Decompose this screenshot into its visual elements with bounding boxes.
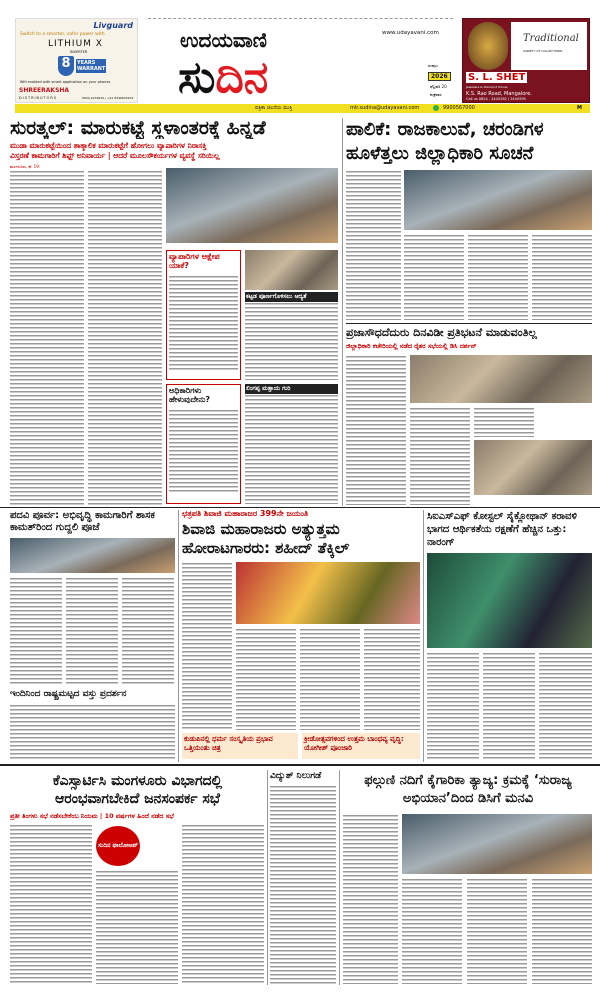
ad-product-sub: INVERTER: [70, 50, 88, 54]
body-text: [182, 562, 232, 730]
body-text: [532, 878, 592, 984]
subheadline: ಇಂದಿನಿಂದ ರಾಷ್ಟ್ರಮಟ್ಟದ ವಸ್ತು ಪ್ರದರ್ಶನ: [10, 690, 127, 699]
headline: ಪ್ರಜಾಸೌಧದೆದುರು ದಿನವಿಡೀ ಪ್ರತಿಭಟನೆ ಮಾಡುವಂತಿಲ್ಲ: [346, 327, 537, 339]
headline: ಶಿವಾಜಿ ಮಹಾರಾಜರು ಅತ್ಯುತ್ತಮ ಹೋರಾಟಗಾರರು: ಶಹೀದ್ ತೆಕ್ಕಿಲ್: [182, 520, 350, 557]
masthead-strip: [15, 104, 590, 113]
body-text: [539, 652, 592, 760]
body-text: [346, 355, 406, 505]
body-text: [346, 170, 401, 320]
ad-subtitle: VARIETY OF COLLECTIONS: [523, 49, 563, 53]
headline: ಸಿಐಎಸ್‌ಎಫ್ ಕೋಸ್ಟಲ್ ಸೈಕ್ಲೋಥಾನ್ ಕರಾವಳಿ ಭಾಗದ ಆರ್ಥಿಕತೆಯ ರಕ್ಷಣೆಗೆ ಹೆಚ್ಚಿನ ಒತ್ತು: ನಾರಂಗ್: [427, 511, 577, 548]
meeting-photo: [404, 170, 592, 230]
ad-brand: Livguard: [93, 21, 133, 30]
dealer-name: SHREERAKSHA: [19, 87, 70, 94]
body-text: [343, 814, 398, 984]
body-text: [96, 870, 178, 984]
event-photo: [236, 562, 420, 624]
logo-black: ಸು: [178, 52, 216, 103]
body-text: [410, 407, 470, 505]
logo-red: ದಿನ: [215, 52, 269, 103]
ad-sl-shet[interactable]: [462, 18, 590, 103]
teaser-link[interactable]: [302, 733, 420, 759]
column-rule: [267, 770, 268, 985]
body-text: [532, 234, 592, 320]
body-text: [270, 785, 336, 985]
headline: ಫಲ್ಗುಣಿ ನದಿಗೆ ಕೈಗಾರಿಕಾ ತ್ಯಾಜ್ಯ: ಕ್ರಮಕ್ಕೆ ‘ಸುರಾಜ್ಯ ಅಭಿಯಾನ’ದಿಂದ ಡಿಸಿಗೆ ಮನವಿ: [364, 773, 572, 806]
body-text: [66, 577, 118, 685]
dateline: ಮಂಗಳೂರು, ಫೆ. 19:: [10, 164, 41, 169]
logo-big: [178, 52, 269, 103]
website[interactable]: www.udayavani.com: [382, 30, 439, 36]
body-text: [10, 704, 175, 760]
badge-text: ಸುದಿನ ಫಾಲೋಅಪ್: [98, 842, 138, 849]
subhead-part: ಆದರೆ ಮೂಲಸೌಕರ್ಯಗಳ ವ್ಯವಸ್ಥೆ ಸರಿಯಿಲ್ಲ: [113, 151, 220, 160]
jewellery-photo: [468, 22, 508, 70]
body-text: [10, 577, 62, 685]
divider: [0, 764, 600, 766]
body-text: [427, 652, 479, 760]
side-heading: ಕಟ್ಟಡ ಪೂರ್ಣಗೊಳಿಸಲು ಆದ್ಯತೆ: [245, 292, 338, 302]
body-text: [404, 234, 464, 320]
ad-tagline: Switch to a smarter, safer power with: [20, 32, 105, 37]
market-photo: [166, 168, 338, 243]
subhead-part: ವಿಸ್ತರಣೆ ಕಾಮಗಾರಿಗೆ ಶಿಫ್ಟ್ ಅನಿವಾರ್ಯ: [10, 151, 106, 160]
warranty-number: 8: [61, 56, 71, 71]
body-text: [467, 878, 527, 984]
edition-code: M: [577, 105, 582, 111]
warranty-shield-icon: [58, 56, 74, 76]
divider: [0, 507, 600, 508]
headline: ವಿದ್ಯುತ್ ನಿಲುಗಡೆ: [270, 772, 322, 781]
ad-brand-sub: Jewellers & Diamond House: [466, 85, 508, 89]
sudina-followup-badge: [96, 826, 140, 866]
ad-panel: [511, 22, 587, 70]
column-rule: [423, 510, 424, 762]
headline: ಪದವಿ ಪೂರ್ವ: ಅಭಿವೃದ್ಧಿ ಕಾಮಗಾರಿಗೆ ಶಾಸಕ ಕಾಮತ್‌ರಿಂದ ಗುದ್ದಲಿ ಪೂಜೆ: [10, 510, 155, 533]
teaser-link[interactable]: [182, 733, 298, 759]
cyclothon-photo: [427, 553, 592, 648]
ad-brand-name: S. L. SHET: [468, 72, 526, 83]
protest-photo: [474, 440, 592, 495]
side-heading: ಲಿಂಗಪ್ಪ ಮತ್ತಾಯ ಗುರಿ: [245, 384, 338, 394]
dealer-phone: 0824-2276644 | +91 8346825252: [82, 96, 134, 100]
body-text: [402, 878, 462, 984]
memorandum-photo: [402, 814, 592, 874]
teaser-text: ಕ್ರೀಡೋತ್ಸವಗಳಿಂದ ಉತ್ತಮ ಬಾಂಧವ್ಯ ವೃದ್ಧಿ: ಯೋಗೀಶ್ ಪೂಂಜಾರಿ: [304, 735, 404, 752]
column-rule: [178, 510, 179, 762]
body-text: [88, 170, 162, 505]
body-text: [10, 170, 84, 505]
subhead-part: ಪ್ರತೀ ತಿಂಗಳು ಸಭೆ ನಡೆಸಬೇಕೆಂಬ ನಿಯಮ: [10, 812, 98, 820]
body-text: [10, 824, 92, 984]
body-text: [364, 628, 420, 730]
group-photo: [10, 538, 175, 573]
dealer-sub: DISTRIBUTORS: [19, 96, 58, 100]
column-rule: [342, 118, 343, 506]
photo: [245, 250, 338, 290]
headline: ಕೆಎಸ್ಸಾರ್ಟಿಸಿ ಮಂಗಳೂರು ವಿಭಾಗದಲ್ಲಿ ಆರಂಭವಾಗಬೇಕಿದೆ ಜನಸಂಪರ್ಕ ಸಭೆ: [52, 773, 223, 807]
whatsapp-icon: [433, 105, 439, 111]
body-text: [300, 628, 360, 730]
sidebar-box: [166, 384, 241, 504]
body-text: [236, 628, 296, 730]
edition-label: ಸಂಪುಟ: [428, 63, 438, 68]
body-text: [468, 234, 528, 320]
column-rule: [339, 770, 340, 985]
logo-small: ಉದಯವಾಣಿ: [180, 28, 267, 52]
ad-livguard[interactable]: [15, 18, 138, 103]
body-text: [245, 302, 338, 380]
side-heading: ವ್ಯಾಪಾರಿಗಳ ಆಕ್ಷೇಪ ಯಾಕೆ?: [169, 252, 220, 270]
whatsapp-number: 9900567000: [443, 105, 475, 111]
strip-tagline: ಪತ್ರಿಕಾ ಚಲನೆಯ ಮುಕ್ತಿ: [255, 105, 293, 111]
subhead: ಪ್ರತೀ ತಿಂಗಳು ಸಭೆ ನಡೆಸಬೇಕೆಂಬ ನಿಯಮ | 10 ವರ್ಷಗಳ ಹಿಂದೆ ನಡೆದ ಸಭೆ: [10, 812, 174, 820]
body-text: [122, 577, 174, 685]
body-text: [483, 652, 535, 760]
subhead: ಮುಡಾ ಮಾರುಕಟ್ಟೆಯಿಂದ ತಾತ್ಕಾಲಿಕ ಮಾರುಕಟ್ಟೆಗೆ ಹೋಗಲು ವ್ಯಾಪಾರಿಗಳ ನಿರಾಸಕ್ತಿ: [10, 141, 207, 150]
year-badge: 2026: [428, 72, 451, 81]
subhead: ಜಿಲ್ಲಾಧಿಕಾರಿ ಕಚೇರಿಯಲ್ಲಿ ನಡೆದ ರೈತರ ಸಭೆಯಲ್ಲಿ ಡಿಸಿ ದರ್ಶನ್: [346, 342, 477, 350]
ad-note: Wifi enabled with smart application on your phones: [20, 80, 111, 84]
headline: ಪಾಲಿಕೆ: ರಾಜಕಾಲುವೆ, ಚರಂಡಿಗಳ ಹೂಳೆತ್ತಲು ಜಿಲ್ಲಾಧಿಕಾರಿ ಸೂಚನೆ: [346, 119, 544, 164]
ad-phone: Call us 0824 - 2440262 / 2440595: [466, 97, 526, 101]
ad-product: LITHIUM X: [48, 39, 103, 49]
ad-title: Traditional: [523, 33, 579, 44]
farmers-meeting-photo: [410, 355, 592, 403]
subhead: ವಿಸ್ತರಣೆ ಕಾಮಗಾರಿಗೆ ಶಿಫ್ಟ್ ಅನಿವಾರ್ಯ | ಆದರೆ ಮೂಲಸೌಕರ್ಯಗಳ ವ್ಯವಸ್ಥೆ ಸರಿಯಿಲ್ಲ: [10, 151, 220, 160]
subhead-part: 10 ವರ್ಷಗಳ ಹಿಂದೆ ನಡೆದ ಸಭೆ: [104, 812, 174, 820]
body-text: [169, 275, 238, 370]
masthead-rule: [148, 18, 453, 19]
teaser-text: ಕುಡುಪಿನಲ್ಲಿ ಧರ್ಮ ಸಂಸ್ಕೃತಿಯ ಪ್ರಭಾವ ಒತ್ತಿಯಂತು ಚಿತ್ರ: [184, 735, 273, 752]
sidebar-box: [166, 250, 241, 380]
body-text: [182, 824, 264, 984]
body-text: [169, 409, 238, 494]
side-heading: ಅಧಿಕಾರಿಗಳು ಹೇಳುವುದೇನು?: [169, 386, 211, 404]
warranty-text: YEARS WARRANTY: [77, 60, 109, 72]
divider: [346, 323, 592, 324]
weekday: ಶುಕ್ರವಾರ: [430, 92, 442, 97]
headline: ಸುರತ್ಕಲ್: ಮಾರುಕಟ್ಟೆ ಸ್ಥಳಾಂತರಕ್ಕೆ ಹಿನ್ನಡೆ: [10, 118, 266, 139]
date: ಫೆಬ್ರವರಿ 20: [430, 84, 447, 89]
email[interactable]: mlr.sudina@udayavani.com: [350, 105, 420, 111]
body-text: [474, 407, 534, 437]
body-text: [245, 394, 338, 504]
kicker: ಛತ್ರಪತಿ ಶಿವಾಜಿ ಮಹಾರಾಜರ 399ನೇ ಜಯಂತಿ: [182, 510, 309, 518]
ad-address: K.S. Rao Road, Mangalore.: [466, 91, 532, 97]
